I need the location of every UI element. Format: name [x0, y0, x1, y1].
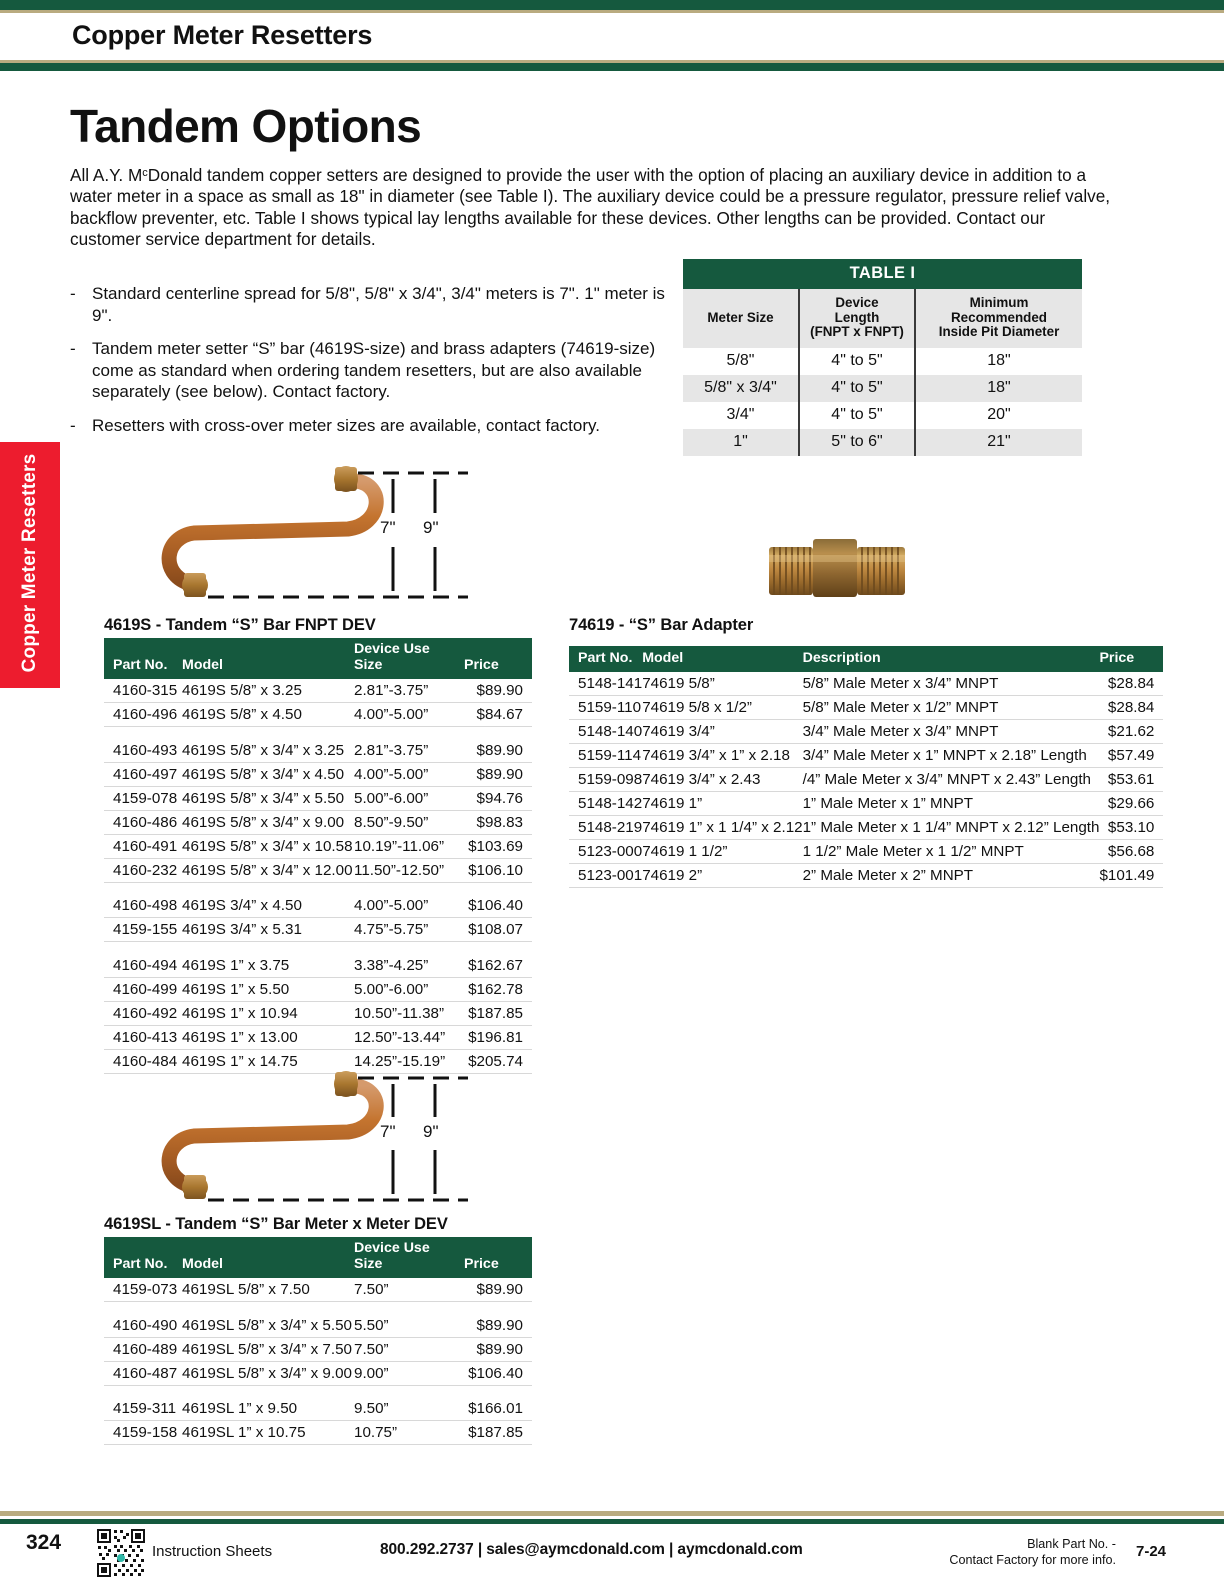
table-row — [104, 1278, 532, 1302]
cell-part-no: 4160-496 — [104, 703, 182, 727]
table-row — [569, 840, 1163, 864]
cell-description: 1” Male Meter x 1” MNPT — [803, 792, 1100, 816]
cell-model: 74619 3/4” x 2.43 — [642, 768, 802, 792]
table-row — [104, 1001, 532, 1025]
cell-size: 8.50”-9.50” — [354, 810, 464, 834]
bullet-item — [70, 415, 670, 437]
cell-part-no: 5148-219 — [569, 816, 642, 840]
page-title: Tandem Options — [70, 100, 422, 152]
footer-blank-part-line1: Blank Part No. - — [1027, 1537, 1116, 1551]
cell-size: 10.50”-11.38” — [354, 1001, 464, 1025]
cell-device-length: 4" to 5" — [798, 402, 916, 429]
footer-blank-part-line2: Contact Factory for more info. — [949, 1553, 1116, 1567]
cell-part-no: 4159-073 — [104, 1278, 182, 1302]
table-4619s-body — [104, 679, 532, 1073]
cell-model: 4619SL 5/8” x 3/4” x 5.50 — [182, 1314, 354, 1338]
cell-model: 4619SL 5/8” x 3/4” x 7.50 — [182, 1337, 354, 1361]
table-one-col-meter-size: Meter Size — [707, 309, 774, 325]
table-row — [104, 703, 532, 727]
dimension-label-9in-top: 9" — [423, 518, 439, 537]
table-4619sl-body — [104, 1278, 532, 1445]
footer-contact-info[interactable]: 800.292.2737 | sales@aymcdonald.com | aymcdonald.com — [380, 1541, 803, 1558]
device-length-l3: (FNPT x FNPT) — [810, 324, 904, 340]
table-one-header-row — [683, 289, 1082, 348]
cell-price: $89.90 — [464, 1314, 532, 1338]
col-model: Model — [182, 1237, 354, 1278]
cell-pit-diameter: 18" — [987, 351, 1011, 369]
qr-code-glyph — [96, 1528, 146, 1578]
table-row — [104, 1337, 532, 1361]
intro-paragraph — [70, 163, 1120, 250]
cell-part-no: 4160-498 — [104, 894, 182, 918]
footer-page-number: 324 — [26, 1531, 62, 1554]
intro-superscript-c: c — [142, 167, 148, 179]
cell-price: $84.67 — [464, 703, 532, 727]
cell-model: 74619 5/8” — [642, 672, 802, 696]
cell-description: 5/8” Male Meter x 3/4” MNPT — [803, 672, 1100, 696]
cell-price: $162.67 — [464, 954, 532, 978]
table-header-row — [569, 646, 1163, 672]
col-model: Model — [182, 638, 354, 679]
cell-part-no: 5148-142 — [569, 792, 642, 816]
cell-part-no: 4160-499 — [104, 977, 182, 1001]
dimension-label-9in-bottom: 9" — [423, 1122, 439, 1141]
group-spacer — [104, 1385, 532, 1397]
bullet-text: Standard centerline spread for 5/8", 5/8" x 3/4", 3/4" meters is 7". 1" meter is 9". — [92, 284, 665, 325]
table-header-row — [104, 1237, 532, 1278]
cell-size: 12.50”-13.44” — [354, 1025, 464, 1049]
cell-price: $187.85 — [464, 1001, 532, 1025]
cell-model: 4619S 5/8” x 3/4” x 4.50 — [182, 762, 354, 786]
cell-size: 5.50” — [354, 1314, 464, 1338]
cell-model: 4619S 5/8” x 3/4” x 3.25 — [182, 739, 354, 763]
device-length-l1: Device — [835, 295, 879, 310]
cell-part-no: 4160-486 — [104, 810, 182, 834]
cell-price: $21.62 — [1099, 720, 1163, 744]
cell-size: 4.00”-5.00” — [354, 762, 464, 786]
intro-text-a: All A.Y. M — [70, 165, 143, 185]
cell-price: $89.90 — [464, 739, 532, 763]
cell-price: $89.90 — [464, 1337, 532, 1361]
cell-model: 74619 3/4” x 1” x 2.18 — [642, 744, 802, 768]
cell-meter-size: 3/4" — [726, 405, 755, 423]
col-price: Price — [464, 638, 532, 679]
cell-price: $106.40 — [464, 894, 532, 918]
group-spacer — [104, 942, 532, 954]
cell-device-length: 5" to 6" — [798, 429, 916, 456]
cell-device-length: 4" to 5" — [798, 375, 916, 402]
cell-part-no: 5159-110 — [569, 696, 642, 720]
cell-size: 5.00”-6.00” — [354, 977, 464, 1001]
sbar-diagram-bottom — [150, 1062, 480, 1207]
cell-part-no: 4160-491 — [104, 834, 182, 858]
table-row — [104, 810, 532, 834]
cell-model: 4619S 1” x 13.00 — [182, 1025, 354, 1049]
bullet-marker: - — [70, 415, 76, 435]
cell-pit-diameter: 21" — [987, 432, 1011, 450]
cell-description: 2” Male Meter x 2” MNPT — [803, 864, 1100, 888]
cell-size: 9.00” — [354, 1361, 464, 1385]
cell-price: $108.07 — [464, 918, 532, 942]
table-row — [569, 696, 1163, 720]
cell-price: $56.68 — [1099, 840, 1163, 864]
cell-model: 74619 1” — [642, 792, 802, 816]
cell-model: 74619 1 1/2” — [642, 840, 802, 864]
cell-device-length: 4" to 5" — [798, 348, 916, 375]
qr-code-icon[interactable] — [96, 1528, 146, 1578]
cell-size: 5.00”-6.00” — [354, 786, 464, 810]
cell-price: $53.61 — [1099, 768, 1163, 792]
cell-price: $89.90 — [464, 1278, 532, 1302]
cell-meter-size: 5/8" — [726, 351, 755, 369]
footer-revision-code: 7-24 — [1136, 1543, 1167, 1560]
group-spacer — [104, 882, 532, 894]
cell-price: $29.66 — [1099, 792, 1163, 816]
cell-description: 5/8” Male Meter x 1/2” MNPT — [803, 696, 1100, 720]
cell-price: $94.76 — [464, 786, 532, 810]
cell-price: $28.84 — [1099, 696, 1163, 720]
table-row — [569, 768, 1163, 792]
cell-size: 11.50”-12.50” — [354, 858, 464, 882]
table-row — [104, 786, 532, 810]
cell-description: 1” Male Meter x 1 1/4” MNPT x 2.12” Length — [803, 816, 1100, 840]
table-74619-body — [569, 672, 1163, 888]
col-model: Model — [642, 646, 802, 672]
bullet-item — [70, 338, 670, 403]
table-row — [683, 375, 1082, 402]
bullet-marker: - — [70, 284, 76, 303]
cell-model: 4619S 5/8” x 3/4” x 12.00 — [182, 858, 354, 882]
col-part-no: Part No. — [104, 1237, 182, 1278]
section-side-tab-label: Copper Meter Resetters — [19, 453, 40, 673]
cell-pit-diameter: 20" — [987, 405, 1011, 423]
col-device-use-size: Device Use Size — [354, 638, 464, 679]
cell-price: $205.74 — [464, 1049, 532, 1073]
table-row — [104, 834, 532, 858]
cell-model: 4619SL 5/8” x 7.50 — [182, 1278, 354, 1302]
bullet-item — [70, 283, 670, 326]
header-green-bar-top — [0, 0, 1224, 10]
cell-model: 4619S 3/4” x 4.50 — [182, 894, 354, 918]
cell-size: 14.25”-15.19” — [354, 1049, 464, 1073]
cell-model: 74619 2” — [642, 864, 802, 888]
cell-part-no: 4159-158 — [104, 1421, 182, 1445]
cell-price: $103.69 — [464, 834, 532, 858]
table-row — [569, 864, 1163, 888]
group-spacer — [104, 727, 532, 739]
cell-price: $162.78 — [464, 977, 532, 1001]
cell-description: /4” Male Meter x 3/4” MNPT x 2.43” Length — [803, 768, 1100, 792]
table-4619s — [104, 638, 532, 1074]
col-price: Price — [1099, 646, 1163, 672]
cell-part-no: 4160-413 — [104, 1025, 182, 1049]
cell-part-no: 4160-494 — [104, 954, 182, 978]
cell-model: 74619 5/8 x 1/2” — [642, 696, 802, 720]
cell-price: $101.49 — [1099, 864, 1163, 888]
cell-description: 1 1/2” Male Meter x 1 1/2” MNPT — [803, 840, 1100, 864]
pit-diameter-l2: Recommended — [951, 309, 1047, 325]
intro-text-b: Donald tandem copper setters are designed to provide the user with the option of placing an auxiliary device in addition to a water meter in a space as small as 18" in diameter (see Table I). The auxiliary device could be a pressure regulator, pressure relief valve, backflow preventer, etc. Table I shows typical lay lengths available for these devices. Other lengths can be provided. Contact our customer service department for details. — [70, 165, 1111, 249]
table-row — [569, 720, 1163, 744]
cell-model: 4619S 1” x 10.94 — [182, 1001, 354, 1025]
cell-model: 74619 1” x 1 1/4” x 2.12 — [642, 816, 802, 840]
dimension-label-7in-top: 7" — [380, 518, 396, 537]
cell-part-no: 5159-098 — [569, 768, 642, 792]
footer-green-rule — [0, 1519, 1224, 1524]
cell-part-no: 4159-311 — [104, 1397, 182, 1421]
footer-blank-part-note — [930, 1536, 1116, 1568]
table-row — [104, 1397, 532, 1421]
table-row — [569, 672, 1163, 696]
table-row — [104, 954, 532, 978]
cell-part-no: 5159-114 — [569, 744, 642, 768]
table-row — [683, 348, 1082, 375]
pit-diameter-l1: Minimum — [969, 295, 1029, 310]
cell-description: 3/4” Male Meter x 1” MNPT x 2.18” Length — [803, 744, 1100, 768]
cell-pit-diameter: 18" — [987, 378, 1011, 396]
bullet-text: Tandem meter setter “S” bar (4619S-size) and brass adapters (74619-size) come as standard when ordering tandem resetters, but are also available separately (see below). Contact factory. — [92, 339, 656, 401]
cell-size: 9.50” — [354, 1397, 464, 1421]
section-side-tab — [0, 442, 60, 688]
table-row — [104, 1421, 532, 1445]
cell-size: 7.50” — [354, 1337, 464, 1361]
bullet-list — [70, 283, 670, 448]
table-row — [104, 918, 532, 942]
header-green-bar-bottom — [0, 63, 1224, 71]
cell-meter-size: 1" — [733, 432, 748, 450]
cell-model: 4619S 5/8” x 3/4” x 10.58 — [182, 834, 354, 858]
col-part-no: Part No. — [569, 646, 642, 672]
table-row — [104, 1361, 532, 1385]
cell-model: 4619S 5/8” x 3/4” x 9.00 — [182, 810, 354, 834]
cell-part-no: 4160-492 — [104, 1001, 182, 1025]
brass-adapter-illustration — [765, 525, 910, 610]
cell-part-no: 5123-001 — [569, 864, 642, 888]
table-row — [683, 429, 1082, 456]
pit-diameter-l3: Inside Pit Diameter — [938, 324, 1060, 340]
table-row — [104, 894, 532, 918]
cell-part-no: 5123-000 — [569, 840, 642, 864]
table-row — [569, 816, 1163, 840]
cell-price: $187.85 — [464, 1421, 532, 1445]
cell-model: 4619SL 1” x 10.75 — [182, 1421, 354, 1445]
cell-part-no: 4160-490 — [104, 1314, 182, 1338]
col-device-use-size: Device Use Size — [354, 1237, 464, 1278]
table-row — [104, 858, 532, 882]
header-title: Copper Meter Resetters — [72, 20, 373, 50]
cell-size: 4.75”-5.75” — [354, 918, 464, 942]
table-one-title: TABLE I — [683, 259, 1082, 289]
cell-size: 10.75” — [354, 1421, 464, 1445]
cell-size: 2.81”-3.75” — [354, 679, 464, 703]
cell-part-no: 4160-493 — [104, 739, 182, 763]
table-row — [683, 402, 1082, 429]
bullet-text: Resetters with cross-over meter sizes are available, contact factory. — [92, 415, 600, 435]
cell-size: 4.00”-5.00” — [354, 703, 464, 727]
cell-part-no: 5148-140 — [569, 720, 642, 744]
cell-part-no: 5148-141 — [569, 672, 642, 696]
cell-model: 4619S 3/4” x 5.31 — [182, 918, 354, 942]
col-price: Price — [464, 1237, 532, 1278]
cell-price: $98.83 — [464, 810, 532, 834]
cell-part-no: 4160-497 — [104, 762, 182, 786]
cell-part-no: 4160-315 — [104, 679, 182, 703]
brass-adapter-image — [765, 525, 910, 610]
table-row — [569, 792, 1163, 816]
table-one-col-device-length — [798, 289, 916, 348]
table-4619s-title: 4619S - Tandem “S” Bar FNPT DEV — [104, 616, 376, 634]
table-4619sl — [104, 1237, 532, 1445]
cell-model: 74619 3/4” — [642, 720, 802, 744]
cell-part-no: 4160-232 — [104, 858, 182, 882]
cell-price: $57.49 — [1099, 744, 1163, 768]
cell-part-no: 4159-078 — [104, 786, 182, 810]
cell-price: $196.81 — [464, 1025, 532, 1049]
table-74619 — [569, 646, 1163, 888]
cell-size: 7.50” — [354, 1278, 464, 1302]
table-4619sl-title: 4619SL - Tandem “S” Bar Meter x Meter DEV — [104, 1215, 448, 1233]
cell-price: $106.40 — [464, 1361, 532, 1385]
cell-model: 4619S 5/8” x 4.50 — [182, 703, 354, 727]
cell-price: $89.90 — [464, 679, 532, 703]
cell-model: 4619S 5/8” x 3.25 — [182, 679, 354, 703]
cell-size: 2.81”-3.75” — [354, 739, 464, 763]
col-description: Description — [803, 646, 1100, 672]
sbar-diagram-top — [150, 455, 480, 605]
table-row — [104, 762, 532, 786]
table-row — [104, 977, 532, 1001]
device-length-l2: Length — [834, 309, 880, 325]
col-part-no: Part No. — [104, 638, 182, 679]
cell-model: 4619S 5/8” x 3/4” x 5.50 — [182, 786, 354, 810]
cell-part-no: 4160-487 — [104, 1361, 182, 1385]
cell-model: 4619SL 1” x 9.50 — [182, 1397, 354, 1421]
cell-size: 4.00”-5.00” — [354, 894, 464, 918]
table-row — [104, 1314, 532, 1338]
cell-size: 3.38”-4.25” — [354, 954, 464, 978]
cell-meter-size: 5/8" x 3/4" — [704, 378, 777, 396]
cell-price: $53.10 — [1099, 816, 1163, 840]
cell-size: 10.19”-11.06” — [354, 834, 464, 858]
cell-part-no: 4160-484 — [104, 1049, 182, 1073]
cell-price: $106.10 — [464, 858, 532, 882]
cell-price: $28.84 — [1099, 672, 1163, 696]
table-row — [104, 739, 532, 763]
table-one — [683, 259, 1082, 456]
cell-model: 4619S 1” x 3.75 — [182, 954, 354, 978]
table-header-row — [104, 638, 532, 679]
cell-model: 4619S 1” x 5.50 — [182, 977, 354, 1001]
cell-model: 4619S 1” x 14.75 — [182, 1049, 354, 1073]
dimension-label-7in-bottom: 7" — [380, 1122, 396, 1141]
cell-part-no: 4159-155 — [104, 918, 182, 942]
table-one-col-pit-diameter — [916, 289, 1082, 348]
footer-instruction-sheets-label[interactable]: Instruction Sheets — [152, 1543, 273, 1560]
cell-part-no: 4160-489 — [104, 1337, 182, 1361]
bullet-marker: - — [70, 339, 76, 358]
table-row — [104, 1025, 532, 1049]
table-row — [104, 679, 532, 703]
table-row — [569, 744, 1163, 768]
table-74619-title: 74619 - “S” Bar Adapter — [569, 616, 754, 634]
group-spacer — [104, 1302, 532, 1314]
cell-description: 3/4” Male Meter x 3/4” MNPT — [803, 720, 1100, 744]
cell-price: $89.90 — [464, 762, 532, 786]
cell-model: 4619SL 5/8” x 3/4” x 9.00 — [182, 1361, 354, 1385]
cell-price: $166.01 — [464, 1397, 532, 1421]
